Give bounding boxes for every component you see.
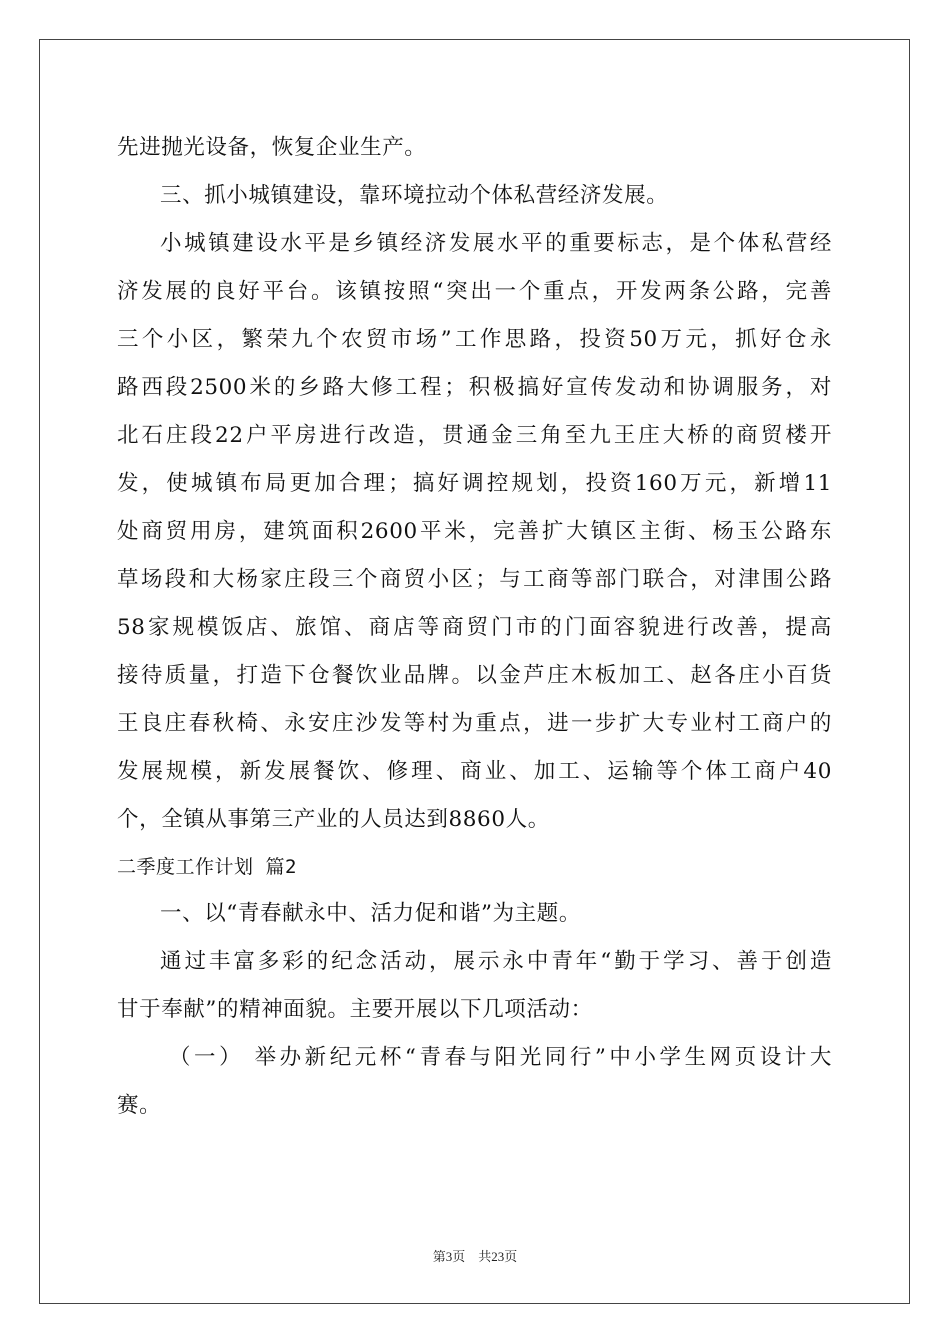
paragraph-line: 通过丰富多彩的纪念活动，展示永中青年“勤于学习、善于创造 bbox=[160, 949, 832, 974]
paragraph-line: 北石庄段22户平房进行改造，贯通金三角至九王庄大桥的商贸楼开 bbox=[117, 423, 832, 448]
section-heading: 三、抓小城镇建设，靠环境拉动个体私营经济发展。 bbox=[160, 183, 669, 208]
document-body bbox=[117, 124, 832, 1130]
paragraph-line: 小城镇建设水平是乡镇经济发展水平的重要标志，是个体私营经 bbox=[160, 231, 832, 256]
page-number: 第3页 共23页 bbox=[432, 1249, 518, 1264]
paragraph-line: （一） 举办新纪元杯“青春与阳光同行”中小学生网页设计大 bbox=[169, 1045, 832, 1070]
paragraph-line: 58家规模饭店、旅馆、商店等商贸门市的门面容貌进行改善，提高 bbox=[117, 615, 832, 640]
paragraph-line: 三个小区，繁荣九个农贸市场”工作思路，投资50万元，抓好仓永 bbox=[117, 327, 832, 352]
paragraph-line: 个，全镇从事第三产业的人员达到8860人。 bbox=[117, 807, 550, 832]
article-title: 二季度工作计划 篇2 bbox=[117, 856, 297, 878]
paragraph-line: 先进抛光设备，恢复企业生产。 bbox=[117, 135, 427, 160]
paragraph-line: 处商贸用房，建筑面积2600平米，完善扩大镇区主街、杨玉公路东 bbox=[117, 519, 832, 544]
paragraph-line: 甘于奉献”的精神面貌。主要开展以下几项活动： bbox=[117, 997, 593, 1022]
paragraph-line: 济发展的良好平台。该镇按照“突出一个重点，开发两条公路，完善 bbox=[117, 279, 832, 304]
paragraph-line: 路西段2500米的乡路大修工程；积极搞好宣传发动和协调服务，对 bbox=[117, 375, 832, 400]
paragraph-line: 赛。 bbox=[117, 1093, 162, 1118]
paragraph-line: 草场段和大杨家庄段三个商贸小区；与工商等部门联合，对津围公路 bbox=[117, 567, 832, 592]
paragraph-line: 接待质量，打造下仓餐饮业品牌。以金芦庄木板加工、赵各庄小百货 bbox=[117, 663, 832, 688]
section-heading: 一、以“青春献永中、活力促和谐”为主题。 bbox=[160, 901, 581, 926]
paragraph-line: 发展规模，新发展餐饮、修理、商业、加工、运输等个体工商户40 bbox=[117, 759, 832, 784]
paragraph-line: 王良庄春秋椅、永安庄沙发等村为重点，进一步扩大专业村工商户的 bbox=[117, 711, 832, 736]
paragraph-line: 发，使城镇布局更加合理；搞好调控规划，投资160万元，新增11 bbox=[117, 471, 832, 496]
